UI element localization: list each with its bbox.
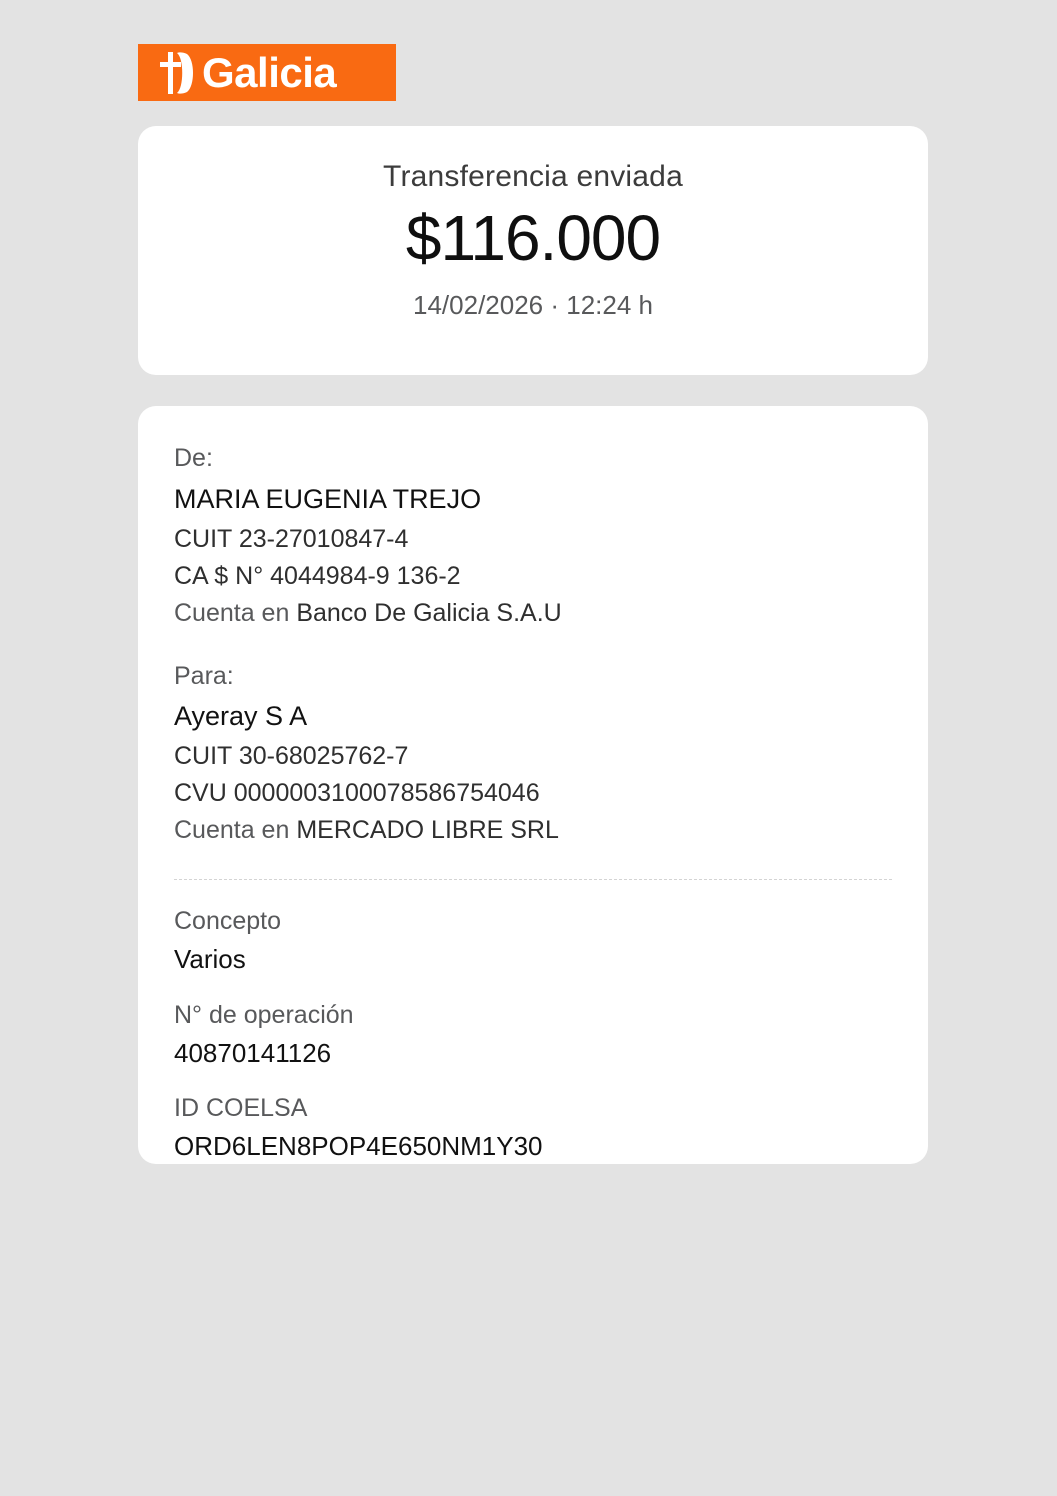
section-spacer <box>174 632 892 658</box>
galicia-logo-text: Galicia <box>202 48 337 96</box>
summary-datetime: 14/02/2026 · 12:24 h <box>413 289 653 320</box>
sender-bank-line <box>174 595 892 632</box>
sender-cuit: CUIT 23-27010847-4 <box>174 524 409 553</box>
transfer-summary-card <box>138 126 928 375</box>
detail-divider <box>174 879 892 880</box>
field-operacion <box>174 998 892 1071</box>
field-id-coelsa <box>174 1091 892 1164</box>
sender-bank: Banco De Galicia S.A.U <box>296 598 562 627</box>
galicia-logo <box>138 44 396 101</box>
sender-label: De: <box>174 444 213 472</box>
recipient-cvu: CVU 0000003100078586754046 <box>174 779 540 808</box>
transfer-detail-card <box>138 406 928 1164</box>
recipient-bank: MERCADO LIBRE SRL <box>296 816 559 845</box>
sender-bank-prefix: Cuenta en <box>174 598 297 627</box>
galicia-cross-icon <box>154 50 198 96</box>
recipient-bank-line <box>174 812 892 849</box>
sender-name: MARIA EUGENIA TREJO <box>174 483 482 514</box>
field-value: ORD6LEN8POP4E650NM1Y30 <box>174 1131 543 1162</box>
field-label: Concepto <box>174 907 282 936</box>
field-value: Varios <box>174 944 246 975</box>
summary-title: Transferencia enviada <box>383 160 683 193</box>
field-label: ID COELSA <box>174 1094 308 1123</box>
recipient-cuit: CUIT 30-68025762-7 <box>174 742 409 771</box>
recipient-label: Para: <box>174 661 234 690</box>
recipient-name: Ayeray S A <box>174 701 308 732</box>
summary-amount: $116.000 <box>405 202 661 274</box>
field-concepto <box>174 904 892 977</box>
recipient-bank-prefix: Cuenta en <box>174 816 297 845</box>
field-label: N° de operación <box>174 1000 354 1029</box>
sender-account: CA $ N° 4044984-9 136-2 <box>174 561 461 590</box>
field-value: 40870141126 <box>174 1037 332 1068</box>
